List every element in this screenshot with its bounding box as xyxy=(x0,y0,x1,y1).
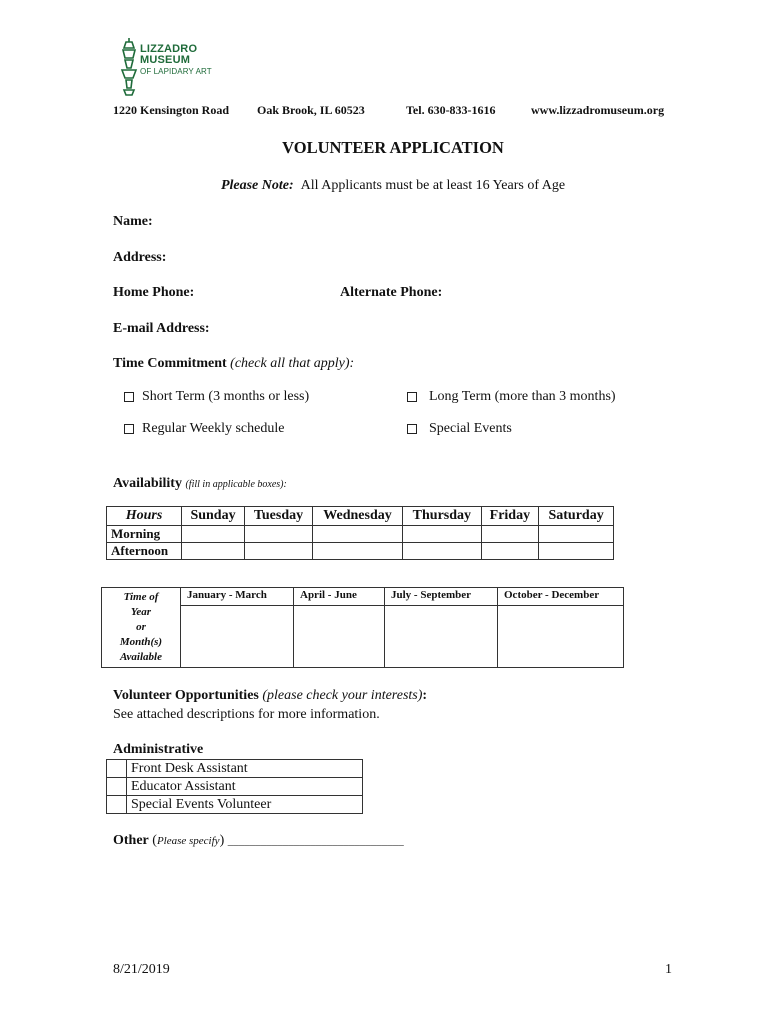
header-website: www.lizzadromuseum.org xyxy=(531,103,665,117)
row-label-line: Available xyxy=(120,651,162,663)
availability-cell[interactable] xyxy=(312,543,402,560)
email-label: E-mail Address: xyxy=(113,321,210,336)
day-header: Wednesday xyxy=(312,507,402,526)
availability-cell[interactable] xyxy=(182,543,245,560)
page-number: 1 xyxy=(665,962,672,977)
option-regular-weekly-label: Regular Weekly schedule xyxy=(142,421,285,436)
other-hint: Please specify xyxy=(156,835,220,847)
opportunities-hint: (please check your interests) xyxy=(262,688,423,703)
month-cell[interactable] xyxy=(181,605,294,667)
option-short-term-label: Short Term (3 months or less) xyxy=(142,389,310,404)
other-label: Other xyxy=(113,833,149,848)
option-special-events[interactable] xyxy=(407,421,512,437)
time-commitment-label: Time Commitment xyxy=(113,356,227,371)
month-range-header: April - June xyxy=(294,588,385,606)
option-special-events-label: Special Events xyxy=(429,421,512,436)
interest-check-cell[interactable] xyxy=(107,760,127,778)
table-row xyxy=(107,543,614,560)
availability-cell[interactable] xyxy=(403,526,481,543)
availability-cell[interactable] xyxy=(245,543,313,560)
note-text: All Applicants must be at least 16 Years of Age xyxy=(300,178,566,193)
table-row xyxy=(107,760,363,778)
month-range-header: January - March xyxy=(181,588,294,606)
header-city: Oak Brook, IL 60523 xyxy=(257,103,365,117)
age-note xyxy=(0,178,770,194)
availability-cell[interactable] xyxy=(182,526,245,543)
logo-line-1: LIZZADRO xyxy=(140,43,198,55)
other-row: Other (Please specify) ________________________________ xyxy=(113,833,404,848)
opportunities-label: Volunteer Opportunities xyxy=(113,688,259,703)
home-phone-label: Home Phone: xyxy=(113,285,195,300)
table-row xyxy=(107,796,363,814)
footer-date: 8/21/2019 xyxy=(113,962,170,977)
checkbox-icon[interactable] xyxy=(124,424,134,434)
time-commitment-hint: (check all that apply): xyxy=(230,356,355,371)
other-input-line[interactable]: ________________________________ xyxy=(227,835,404,847)
month-range-header: July - September xyxy=(385,588,498,606)
months-row-label xyxy=(102,588,181,668)
address-label: Address: xyxy=(113,250,167,265)
day-header: Thursday xyxy=(403,507,481,526)
option-regular-weekly[interactable] xyxy=(124,421,284,437)
opportunities-colon: : xyxy=(422,688,428,703)
day-header: Tuesday xyxy=(245,507,313,526)
administrative-heading: Administrative xyxy=(113,742,204,757)
row-label-line: or xyxy=(136,621,146,633)
name-label: Name: xyxy=(113,214,153,229)
header-phone: Tel. 630-833-1616 xyxy=(406,103,496,117)
museum-logo xyxy=(118,38,228,96)
row-label-line: Year xyxy=(130,606,152,618)
interest-check-cell[interactable] xyxy=(107,778,127,796)
note-label: Please Note: xyxy=(220,178,294,193)
row-label-line: Time of xyxy=(123,591,159,603)
opportunities-heading xyxy=(113,688,427,704)
availability-heading xyxy=(113,476,287,492)
hours-header: Hours xyxy=(107,507,182,526)
logo-line-3: OF LAPIDARY ART xyxy=(140,67,212,76)
months-table xyxy=(101,587,624,668)
table-row xyxy=(107,778,363,796)
option-long-term[interactable] xyxy=(407,389,616,405)
month-cell[interactable] xyxy=(294,605,385,667)
admin-item: Front Desk Assistant xyxy=(127,760,363,778)
admin-item: Special Events Volunteer xyxy=(127,796,363,814)
row-label: Morning xyxy=(107,526,182,543)
availability-table xyxy=(106,506,614,560)
mineral-tower-icon xyxy=(118,38,140,96)
availability-hint: (fill in applicable boxes): xyxy=(185,479,287,490)
month-cell[interactable] xyxy=(498,605,624,667)
availability-cell[interactable] xyxy=(481,526,539,543)
alternate-phone-label: Alternate Phone: xyxy=(340,285,443,300)
day-header: Saturday xyxy=(539,507,614,526)
availability-cell[interactable] xyxy=(539,543,614,560)
table-row xyxy=(102,605,624,667)
logo-line-2: MUSEUM xyxy=(140,54,191,66)
row-label-line: Month(s) xyxy=(119,636,163,648)
month-cell[interactable] xyxy=(385,605,498,667)
checkbox-icon[interactable] xyxy=(407,392,417,402)
day-header: Friday xyxy=(481,507,539,526)
availability-cell[interactable] xyxy=(312,526,402,543)
availability-cell[interactable] xyxy=(481,543,539,560)
day-header: Sunday xyxy=(182,507,245,526)
admin-item: Educator Assistant xyxy=(127,778,363,796)
header-address: 1220 Kensington Road xyxy=(113,103,230,117)
month-range-header: October - December xyxy=(498,588,624,606)
option-short-term[interactable] xyxy=(124,389,309,405)
opportunities-subtext: See attached descriptions for more information. xyxy=(113,707,380,722)
time-commitment-heading xyxy=(113,356,354,372)
interest-check-cell[interactable] xyxy=(107,796,127,814)
checkbox-icon[interactable] xyxy=(407,424,417,434)
availability-cell[interactable] xyxy=(403,543,481,560)
availability-cell[interactable] xyxy=(539,526,614,543)
table-row xyxy=(107,526,614,543)
availability-cell[interactable] xyxy=(245,526,313,543)
row-label: Afternoon xyxy=(107,543,182,560)
administrative-table xyxy=(106,759,363,814)
availability-label: Availability xyxy=(113,476,182,491)
option-long-term-label: Long Term (more than 3 months) xyxy=(429,389,616,404)
checkbox-icon[interactable] xyxy=(124,392,134,402)
page-title: VOLUNTEER APPLICATION xyxy=(282,138,504,157)
